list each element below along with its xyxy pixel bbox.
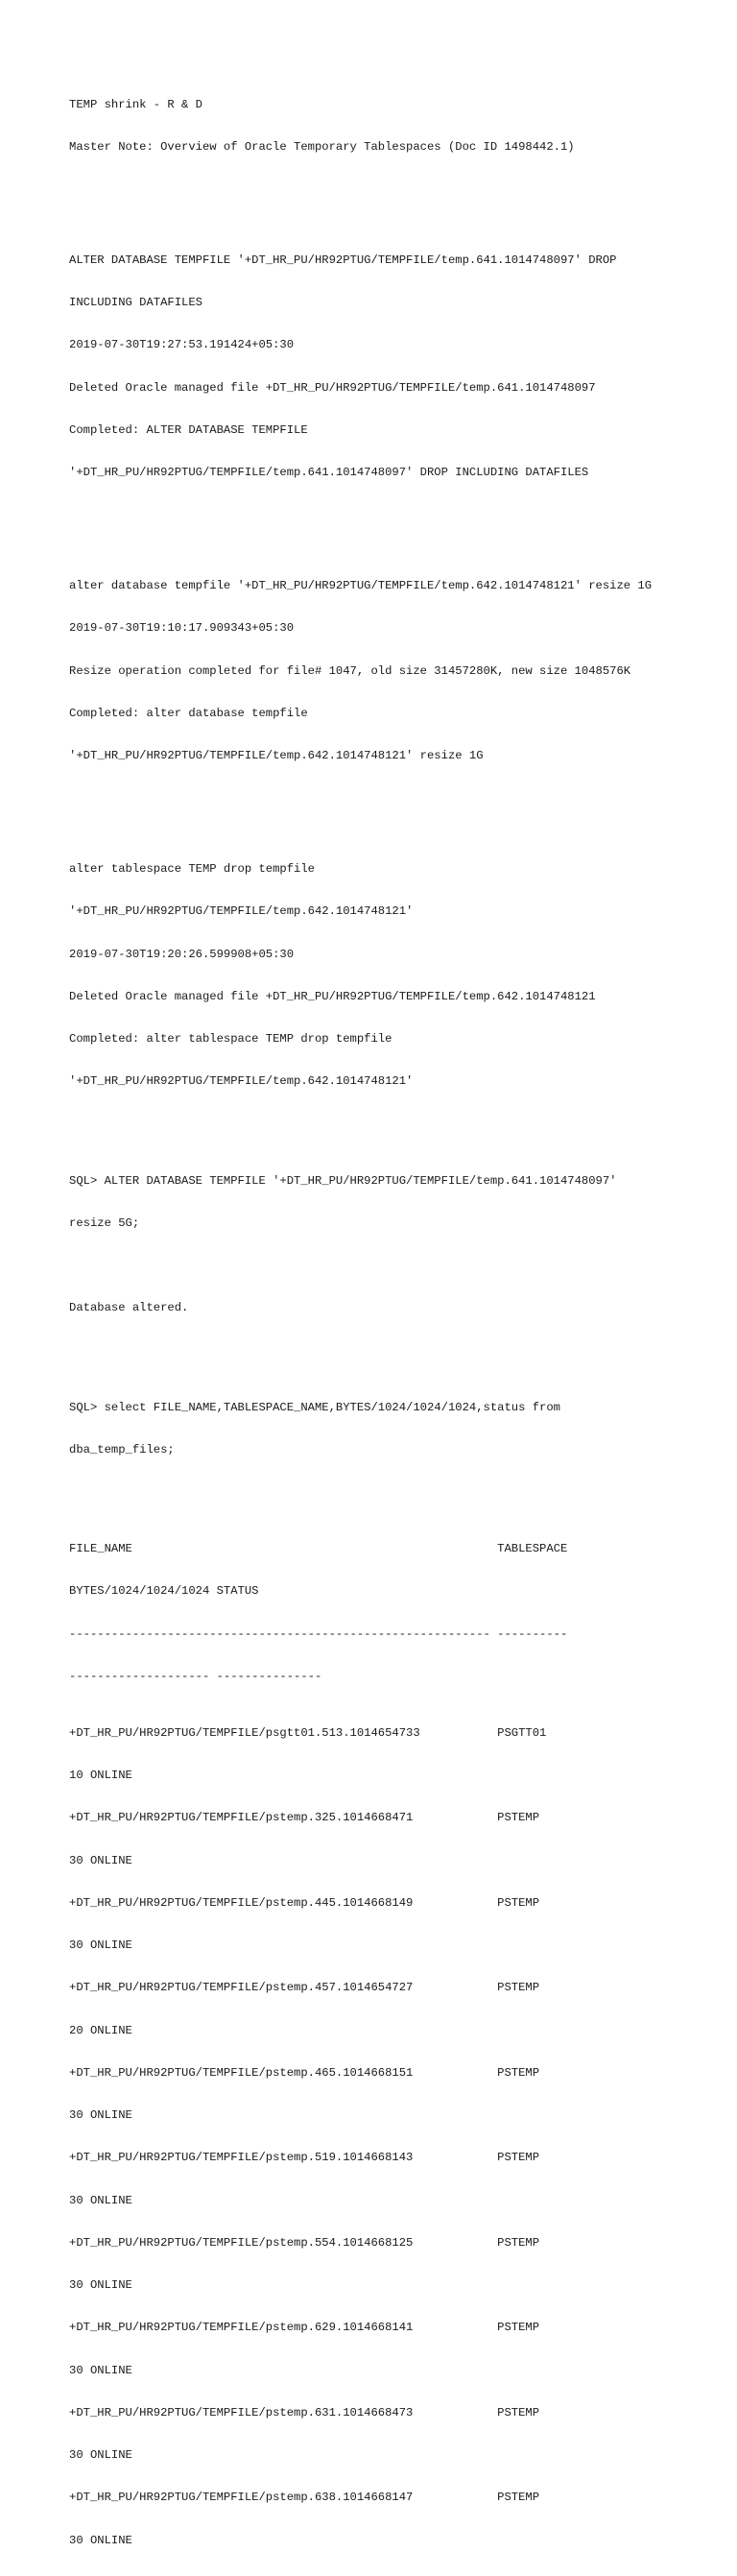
drop-tempfile-deleted: Deleted Oracle managed file +DT_HR_PU/HR92PTUG/TEMPFILE/temp.641.1014748097 [69,380,596,395]
result-row-file: +DT_HR_PU/HR92PTUG/TEMPFILE/pstemp.445.1014668149 PSTEMP [69,1895,540,1910]
resize-timestamp: 2019-07-30T19:10:17.909343+05:30 [69,621,295,636]
result-row-detail: 30 ONLINE [69,2533,132,2547]
result-header-line1: FILE_NAME TABLESPACE [69,1542,568,1555]
result-row-file: +DT_HR_PU/HR92PTUG/TEMPFILE/pstemp.629.1014668141 PSTEMP [69,2321,540,2335]
result-row-file: +DT_HR_PU/HR92PTUG/TEMPFILE/pstemp.554.1014668125 PSTEMP [69,2235,540,2250]
spacer [69,182,683,211]
result-header-line2: BYTES/1024/1024/1024 STATUS [69,1584,259,1599]
document-body [69,69,683,2576]
sql-resize-cmd-line2: resize 5G; [69,1216,140,1230]
result-row-detail: 30 ONLINE [69,1938,132,1952]
drop-tempfile-completed1: Completed: ALTER DATABASE TEMPFILE [69,422,308,437]
drop-tempfile-timestamp: 2019-07-30T19:27:53.191424+05:30 [69,338,295,352]
result-row-detail: 30 ONLINE [69,2448,132,2462]
sql-select-cmd-line1: SQL> select FILE_NAME,TABLESPACE_NAME,BYTES/1024/1024/1024,status from [69,1400,560,1414]
tablespace-drop-timestamp: 2019-07-30T19:20:26.599908+05:30 [69,947,295,961]
resize-operation: Resize operation completed for file# 1047, old size 31457280K, new size 1048576K [69,663,631,678]
spacer [69,508,683,537]
tablespace-drop-completed2: '+DT_HR_PU/HR92PTUG/TEMPFILE/temp.642.1014748121' [69,1074,414,1089]
doc-master-note: Master Note: Overview of Oracle Temporary Tablespaces (Doc ID 1498442.1) [69,139,575,154]
result-row-detail: 30 ONLINE [69,1853,132,1867]
result-row-file: +DT_HR_PU/HR92PTUG/TEMPFILE/pstemp.465.1014668151 PSTEMP [69,2065,540,2080]
sql-resize-result: Database altered. [69,1301,189,1315]
tablespace-drop-cmd-line1: alter tablespace TEMP drop tempfile [69,862,315,876]
sql-select-cmd-line2: dba_temp_files; [69,1442,175,1457]
result-row-file: +DT_HR_PU/HR92PTUG/TEMPFILE/psgtt01.513.1014654733 PSGTT01 [69,1725,547,1740]
result-row-detail: 10 ONLINE [69,1769,132,1782]
resize-completed2: '+DT_HR_PU/HR92PTUG/TEMPFILE/temp.642.1014748121' resize 1G [69,749,484,762]
sql-resize-cmd-line1: SQL> ALTER DATABASE TEMPFILE '+DT_HR_PU/HR92PTUG/TEMPFILE/temp.641.1014748097' [69,1173,617,1188]
result-row-file: +DT_HR_PU/HR92PTUG/TEMPFILE/pstemp.519.1014668143 PSTEMP [69,2151,540,2165]
drop-tempfile-cmd-line1: ALTER DATABASE TEMPFILE '+DT_HR_PU/HR92PTUG/TEMPFILE/temp.641.1014748097' DROP [69,253,617,267]
tablespace-drop-deleted: Deleted Oracle managed file +DT_HR_PU/HR92PTUG/TEMPFILE/temp.642.1014748121 [69,989,596,1003]
result-row-detail: 30 ONLINE [69,2278,132,2292]
result-row-file: +DT_HR_PU/HR92PTUG/TEMPFILE/pstemp.457.1014654727 PSTEMP [69,1981,540,1995]
result-row-detail: 20 ONLINE [69,2023,132,2037]
spacer [69,791,683,820]
result-row-file: +DT_HR_PU/HR92PTUG/TEMPFILE/pstemp.638.1014668147 PSTEMP [69,2491,540,2505]
spacer [69,1259,683,1273]
resize-cmd: alter database tempfile '+DT_HR_PU/HR92PTUG/TEMPFILE/temp.642.1014748121' resize 1G [69,579,653,592]
result-row-detail: 30 ONLINE [69,2363,132,2377]
result-row-file: +DT_HR_PU/HR92PTUG/TEMPFILE/pstemp.325.1014668471 PSTEMP [69,1811,540,1825]
spacer [69,1118,683,1132]
drop-tempfile-completed2: '+DT_HR_PU/HR92PTUG/TEMPFILE/temp.641.1014748097' DROP INCLUDING DATAFILES [69,466,589,479]
result-row-detail: 30 ONLINE [69,2193,132,2207]
resize-completed1: Completed: alter database tempfile [69,706,308,720]
tablespace-drop-completed1: Completed: alter tablespace TEMP drop tempfile [69,1032,392,1046]
result-separator-line1: ------------------------------------------------------------ ---------- [69,1626,568,1641]
drop-tempfile-cmd-line2: INCLUDING DATAFILES [69,296,202,309]
doc-title: TEMP shrink - R & D [69,97,202,111]
tablespace-drop-cmd-line2: '+DT_HR_PU/HR92PTUG/TEMPFILE/temp.642.1014748121' [69,904,414,919]
spacer [69,1485,683,1500]
result-row-file: +DT_HR_PU/HR92PTUG/TEMPFILE/pstemp.631.1014668473 PSTEMP [69,2405,540,2420]
spacer [69,1344,683,1359]
result-row-detail: 30 ONLINE [69,2108,132,2122]
result-separator-line2: -------------------- --------------- [69,1669,322,1683]
